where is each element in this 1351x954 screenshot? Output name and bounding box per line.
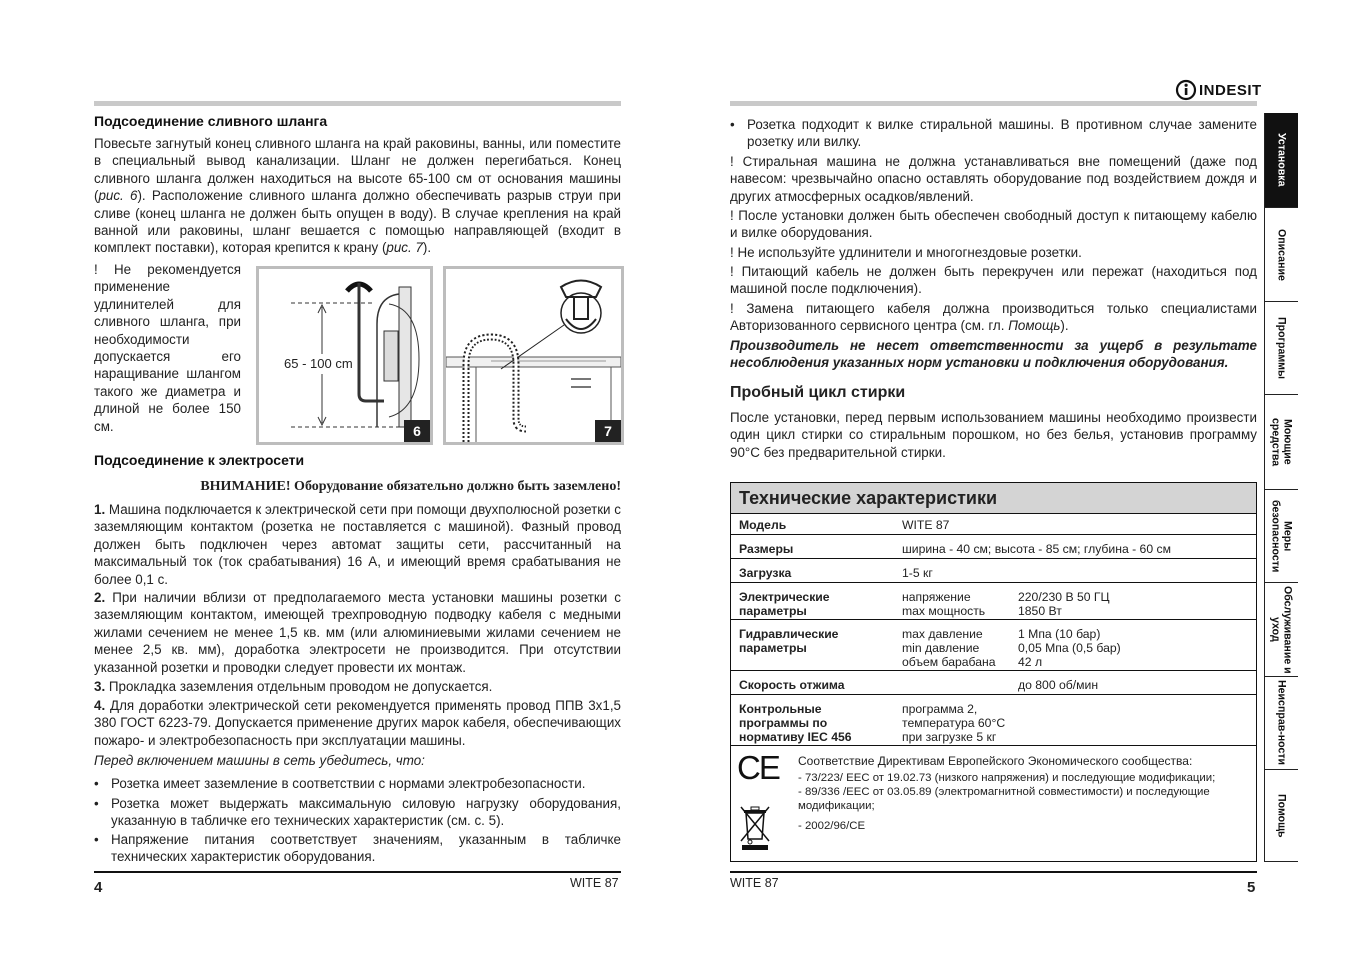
drain-text-part: ).: [422, 240, 432, 256]
tech-spec-label: Скорость отжима: [739, 678, 845, 692]
item-text: При наличии вблизи от предполагаемого места установки машины розетки с заземляющим контактом, имеющей трехпроводную подводку кабеля с медными жилами сечением не менее 1,5 кв. мм (или алюминиевыми жилами сечением не менее 2,5 кв. мм), доработка электросети не производится. При отсутствии указанной розетки и проводки следует провести их монтаж.: [94, 590, 621, 675]
item-number: 2.: [94, 590, 106, 605]
tab-label: Моющие средства: [1269, 417, 1294, 467]
item-number: 3.: [94, 679, 106, 694]
bottom-rule-right: [730, 871, 1257, 873]
socket-bullet: [730, 116, 1257, 151]
check-bullet: [94, 831, 621, 866]
item-text: Прокладка заземления отдельным проводом не допускается.: [105, 679, 493, 694]
brand-logo-icon: [1175, 79, 1197, 101]
brand-name: INDESIT: [1199, 81, 1262, 99]
tech-spec-value: ширина - 40 см; высота - 85 см; глубина - 60 см: [902, 542, 1171, 556]
figure-6: [256, 266, 433, 445]
tech-spec-label: Размеры: [739, 542, 794, 556]
tech-spec-value: 42 л: [1018, 655, 1043, 669]
tech-spec-label: программы по: [739, 716, 828, 730]
tab-label: Установка: [1275, 133, 1288, 187]
drain-text-part: Повесьте загнутый конец сливного шланга на край раковины, ванны, или поместите в специальный вывод канализации. Шланг не должен перегибаться. Конец сливного шланга должен находиться на высоте 65-100 см от основания машины (: [94, 136, 621, 204]
item-text: Для доработки электрической сети рекомендуется применять провод ППВ 3x1,5 380 ГОСТ 6223-79. Допускается применение других марок кабеля, обеспечивающих пожаро- и электробезопасность при эксплуатации машины.: [94, 698, 621, 748]
tab-5[interactable]: [1264, 490, 1298, 583]
tech-spec-label: параметры: [739, 641, 807, 655]
tech-spec-row: [731, 562, 1256, 583]
item-3: [94, 678, 621, 695]
directive-2: - 89/336 /EEC от 03.05.89 (электромагнитной совместимости) и последующие модификации;: [798, 786, 1210, 812]
tab-label: Обслуживание и уход: [1269, 585, 1294, 674]
tech-spec-row: [731, 538, 1256, 559]
item-4: [94, 697, 621, 749]
liability-note: Производитель не несет ответственности за ущерб в результате несоблюдения указанных норм установки и подключения оборудования.: [730, 338, 1257, 371]
bullet-dot: •: [94, 832, 99, 847]
bullet-dot: •: [730, 117, 735, 132]
figure-7-drawing: [446, 269, 621, 442]
tech-spec-label: Загрузка: [739, 566, 792, 580]
check-bullet: [94, 775, 621, 792]
note-cable: ! Питающий кабель не должен быть перекручен или пережат (находиться под машиной после подключения).: [730, 264, 1257, 297]
note-access: ! После установки должен быть обеспечен свободный доступ к питающему кабелю и вилке оборудования.: [730, 208, 1257, 241]
note-outdoor: ! Стиральная машина не должна устанавливаться вне помещений (даже под навесом: чрезвычайно опасно оставлять оборудование под воздействием дождя и других атмосферных осадков/явлений.: [730, 154, 1257, 204]
bullet-dot: •: [94, 796, 99, 811]
drain-text: [94, 135, 621, 257]
tab-2[interactable]: [1264, 208, 1298, 302]
directive-3: - 2002/96/CE: [798, 820, 866, 832]
check-bullet: [94, 795, 621, 830]
tech-spec-rows: [731, 514, 1256, 746]
directives-block: [731, 749, 1256, 861]
item-number: 1.: [94, 502, 106, 517]
help-ref: Помощь: [1008, 318, 1061, 334]
directive-title: Соответствие Директивам Европейского Экономического сообщества:: [798, 754, 1193, 768]
tech-spec-row: [731, 698, 1256, 746]
tech-spec-value: напряжение: [902, 590, 971, 604]
tech-spec-value: температура 60°C: [902, 716, 1006, 730]
grounding-warning: ВНИМАНИЕ! Оборудование обязательно должно быть заземлено!: [200, 479, 621, 494]
tech-spec-value: программа 2,: [902, 702, 978, 716]
fig6-ref: рис. 6: [98, 188, 138, 204]
brand-logo: [1175, 79, 1262, 101]
tech-spec-label: параметры: [739, 604, 807, 618]
tech-spec-value: до 800 об/мин: [1018, 678, 1099, 692]
note-text-part: ).: [1060, 318, 1069, 334]
note-service: [730, 300, 1257, 335]
item-text: Машина подключается к электрической сети при помощи двухполюсной розетки с заземляющим контактом (розетка не поставляется с машиной). Фазный провод должен быть подключен через автомат защиты сети, рассчитанный на максимальный ток (ток срабатывания) 16 А, и имеющий время срабатывания не более 0,1 с.: [94, 502, 621, 587]
top-rule-right: [730, 101, 1257, 106]
bullet-dot: •: [94, 776, 99, 791]
tab-7[interactable]: [1264, 677, 1298, 770]
tech-spec-value: при загрузке 5 кг: [902, 730, 997, 744]
page-number-right: 5: [1247, 879, 1256, 896]
tech-spec-value: WITE 87: [902, 518, 950, 532]
tab-6[interactable]: [1264, 583, 1298, 677]
tab-label: Меры безопасности: [1269, 499, 1294, 573]
tech-spec-value: 0,05 Мпа (0,5 бар): [1018, 641, 1121, 655]
tech-spec-value: max мощность: [902, 604, 986, 618]
item-2: [94, 589, 621, 676]
tech-spec-row: [731, 674, 1256, 695]
bullet-text: Розетка подходит к вилке стиральной машины. В противном случае замените розетку или вилку.: [747, 117, 1257, 150]
tech-spec-row: [731, 586, 1256, 620]
item-1: [94, 501, 621, 588]
trial-title: Пробный цикл стирки: [730, 384, 906, 401]
tech-spec-value: 1-5 кг: [902, 566, 933, 580]
figure-6-number: 6: [404, 420, 430, 442]
figure-6-height-label: 65 - 100 cm: [284, 356, 353, 371]
ce-mark: CE: [737, 749, 779, 786]
tab-label: Описание: [1275, 228, 1288, 281]
bullet-text: Розетка имеет заземление в соответствии с нормами электробезопасности.: [111, 776, 586, 791]
tech-spec-value: min давление: [902, 641, 980, 655]
tech-spec-title: Технические характеристики: [731, 483, 1256, 514]
tech-spec-value: 220/230 В 50 ГЦ: [1018, 590, 1110, 604]
drain-title: Подсоединение сливного шланга: [94, 113, 328, 129]
tech-spec-row: [731, 623, 1256, 671]
tab-label: Помощь: [1275, 793, 1288, 838]
tab-8[interactable]: [1264, 770, 1298, 862]
tab-3[interactable]: [1264, 302, 1298, 395]
bullet-text: Розетка может выдержать максимальную силовую нагрузку оборудования, указанную в табличке его технических характеристик (см. с. 5).: [111, 796, 621, 829]
tech-spec-table: [730, 482, 1257, 862]
tab-4[interactable]: [1264, 395, 1298, 490]
tech-spec-row: [731, 514, 1256, 535]
bottom-rule-left: [94, 871, 621, 873]
tab-1[interactable]: [1264, 113, 1298, 208]
tech-spec-value: 1850 Вт: [1018, 604, 1062, 618]
bullet-text: Напряжение питания соответствует значениям, указанным в табличке технических характеристик оборудования.: [111, 832, 621, 865]
tech-spec-label: нормативу IEC 456: [739, 730, 852, 744]
page-number-left: 4: [94, 879, 103, 896]
directive-1: - 73/223/ EEC от 19.02.73 (низкого напряжения) и последующие модификации;: [798, 772, 1216, 784]
tech-spec-value: объем барабана: [902, 655, 996, 669]
tech-spec-label: Модель: [739, 518, 787, 532]
note-extension: ! Не используйте удлинители и многогнездовые розетки.: [730, 245, 1082, 260]
power-title: Подсоединение к электросети: [94, 452, 305, 468]
fig7-ref: рис. 7: [386, 240, 423, 256]
tech-spec-label: Гидравлические: [739, 627, 839, 641]
item-number: 4.: [94, 698, 106, 713]
check-intro-text: Перед включением машины в сеть убедитесь, что:: [94, 753, 425, 768]
tech-spec-value: max давление: [902, 627, 983, 641]
trial-text: После установки, перед первым использованием машины необходимо произвести один цикл стирки со стиральным порошком, но без белья, установив программу 90°C без предварительной стирки.: [730, 410, 1257, 460]
extension-note: ! Не рекомендуется применение удлинителей для сливного шланга, при необходимости допускается его наращивание шлангом такого же диаметра и длиной не более 150 см.: [94, 262, 241, 434]
weee-bin-icon: [739, 805, 771, 851]
tech-spec-label: Контрольные: [739, 702, 822, 716]
figure-7: [443, 266, 624, 445]
tab-label: Неисправ-ности: [1275, 680, 1288, 766]
model-footer-left: WITE 87: [570, 876, 619, 890]
note-text-part: ! Замена питающего кабеля должна производиться только специалистами Авторизованного сервисного центра (см. гл.: [730, 301, 1257, 334]
tech-spec-label: Электрические: [739, 590, 830, 604]
top-rule-left: [94, 101, 621, 106]
tech-spec-value: 1 Мпа (10 бар): [1018, 627, 1101, 641]
model-footer-right: WITE 87: [730, 876, 779, 890]
figure-7-number: 7: [595, 420, 621, 442]
check-intro: [94, 752, 621, 769]
drain-text-part: ). Расположение сливного шланга должно обеспечивать разрыв струи при сливе (конец шланга не должен быть опущен в воду). В случае крепления на край ванной или раковины, шланг вешается с помощью направляющей (входит в комплект поставки), которая крепится к крану (: [94, 188, 621, 256]
tab-label: Программы: [1275, 316, 1288, 380]
